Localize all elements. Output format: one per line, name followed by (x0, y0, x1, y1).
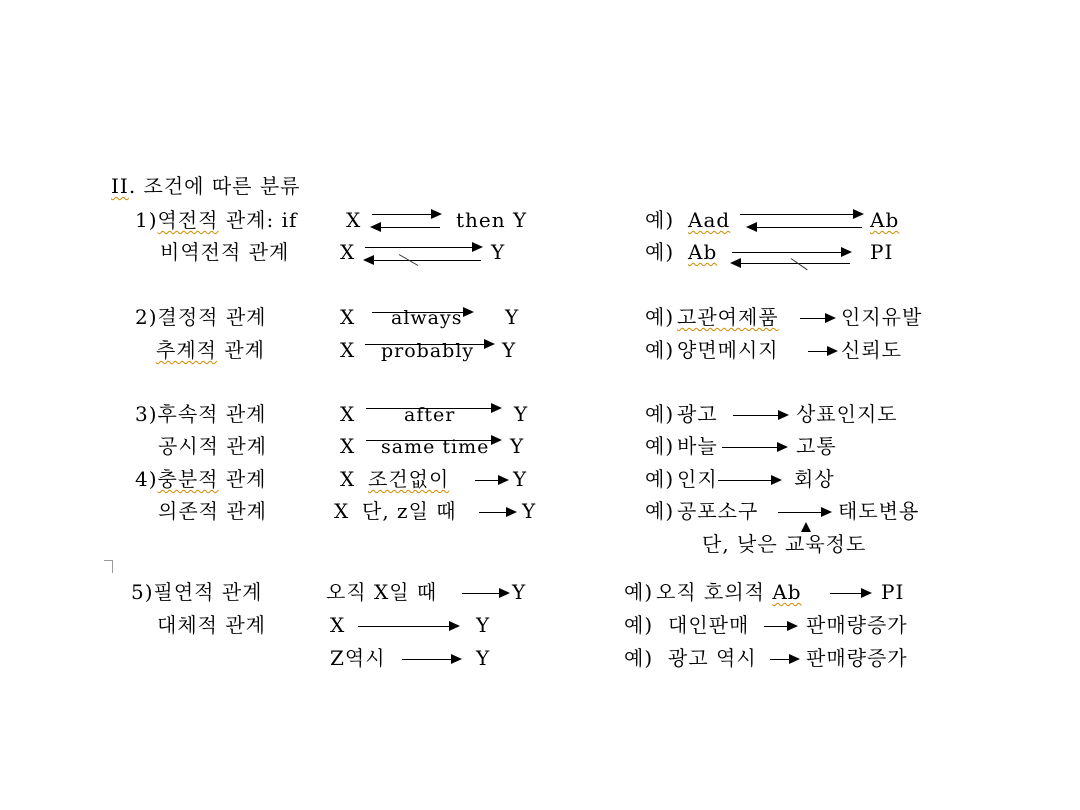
example-a: 바늘 (677, 434, 718, 458)
rel-x: X (340, 338, 356, 362)
arrow-right-icon (365, 247, 481, 248)
arrow-right-icon (462, 593, 508, 594)
example-b: 판매량증가 (806, 613, 908, 637)
example-prefix: 예) (645, 499, 675, 523)
example-condition: 단, 낮은 교육정도 (702, 532, 867, 556)
rel-x: X (346, 208, 362, 232)
example-a: 광고 (677, 402, 718, 426)
arrow-right-icon (732, 252, 850, 253)
arrow-right-icon (740, 214, 862, 215)
example-a: 고관여제품 (677, 305, 779, 329)
example-b: 신뢰도 (841, 338, 902, 362)
example-prefix: 예) (645, 338, 675, 362)
rel-x: X (334, 499, 350, 523)
row-label-deterministic: 2)결정적 관계 (135, 305, 267, 329)
example-prefix: 예) (645, 467, 675, 491)
text-boundary-mark (104, 560, 113, 573)
row-label-necessary: 5)필연적 관계 (131, 580, 263, 604)
example-a: 오직 호의적 Ab (656, 580, 802, 604)
example-a: 광고 역시 (668, 646, 757, 670)
example-prefix: 예) (624, 580, 654, 604)
arrow-left-icon (748, 227, 862, 228)
example-prefix: 예) (645, 434, 675, 458)
example-a: 인지 (677, 467, 718, 491)
example-prefix: 예) (645, 208, 675, 232)
arrow-right-icon (722, 447, 786, 448)
example-a: 대인판매 (668, 613, 750, 637)
rel-y: Y (505, 305, 520, 329)
arrow-right-icon (475, 480, 507, 481)
section-title: II. 조건에 따른 분류 (111, 174, 301, 198)
rel-x: X (340, 402, 356, 426)
rel-only-when-x: 오직 X일 때 (326, 580, 438, 604)
arrow-right-icon (733, 415, 787, 416)
roman-numeral: II (111, 174, 129, 198)
arrow-right-icon (479, 512, 515, 513)
row-label-sequential: 3)후속적 관계 (135, 402, 267, 426)
rel-y: Y (510, 434, 525, 458)
example-b: 판매량증가 (806, 646, 908, 670)
row-label-dependent: 의존적 관계 (158, 499, 267, 523)
arrow-right-icon (778, 512, 830, 513)
arrow-right-icon (358, 626, 458, 627)
rel-then-y: then Y (456, 208, 528, 232)
arrow-left-icon (365, 260, 481, 261)
rel-probably: probably (381, 340, 475, 362)
rel-no-condition: 조건없이 (368, 467, 450, 491)
example-b: 회상 (794, 467, 835, 491)
example-prefix: 예) (624, 646, 654, 670)
rel-after: after (404, 404, 456, 426)
arrow-right-icon (770, 659, 798, 660)
rel-always: always (391, 307, 463, 329)
arrow-right-icon (764, 626, 796, 627)
rel-same-time: same time (381, 436, 490, 458)
example-b: PI (881, 580, 905, 604)
row-label-reversible: 1)역전적 관계: if (135, 208, 298, 232)
rel-y: Y (514, 402, 529, 426)
row-label-nonreversible: 비역전적 관계 (160, 240, 290, 264)
rel-y: Y (513, 467, 528, 491)
rel-x: X (340, 305, 356, 329)
rel-y: Y (476, 646, 491, 670)
example-prefix: 예) (624, 613, 654, 637)
rel-y: Y (491, 240, 506, 264)
example-a: Ab (688, 240, 718, 264)
row-label-substitutive: 대체적 관계 (157, 613, 266, 637)
example-prefix: 예) (645, 402, 675, 426)
rel-x: X (330, 613, 346, 637)
example-a: 양면메시지 (677, 338, 779, 362)
arrow-left-icon (372, 227, 440, 228)
rel-y: Y (522, 499, 537, 523)
example-b: PI (870, 240, 894, 264)
row-label-sufficient: 4)충분적 관계 (135, 467, 267, 491)
rel-x: X (340, 240, 356, 264)
example-b: 인지유발 (841, 305, 923, 329)
example-b: 상표인지도 (796, 402, 898, 426)
rel-z-also: Z역시 (330, 646, 386, 670)
arrow-left-icon (732, 263, 850, 264)
negation-slash-icon (791, 258, 808, 270)
example-prefix: 예) (645, 240, 675, 264)
example-a: 공포소구 (677, 499, 759, 523)
example-b: 고통 (796, 434, 837, 458)
row-label-synchronic: 공시적 관계 (158, 434, 267, 458)
arrow-right-icon (830, 593, 870, 594)
rel-x: X (340, 434, 356, 458)
arrow-right-icon (800, 318, 834, 319)
arrow-right-icon (718, 480, 780, 481)
rel-x: X (340, 467, 356, 491)
arrow-right-icon (808, 351, 836, 352)
example-prefix: 예) (645, 305, 675, 329)
example-b: Ab (870, 208, 900, 232)
example-b: 태도변용 (838, 499, 920, 523)
arrow-up-icon (801, 522, 811, 532)
arrow-right-icon (402, 659, 460, 660)
rel-y: Y (476, 613, 491, 637)
arrow-right-icon (372, 214, 440, 215)
rel-y: Y (502, 338, 517, 362)
rel-y: Y (512, 580, 527, 604)
rel-only-when-z: 단, z일 때 (362, 499, 457, 523)
row-label-stochastic: 추계적 관계 (156, 338, 265, 362)
example-a: Aad (688, 208, 731, 232)
